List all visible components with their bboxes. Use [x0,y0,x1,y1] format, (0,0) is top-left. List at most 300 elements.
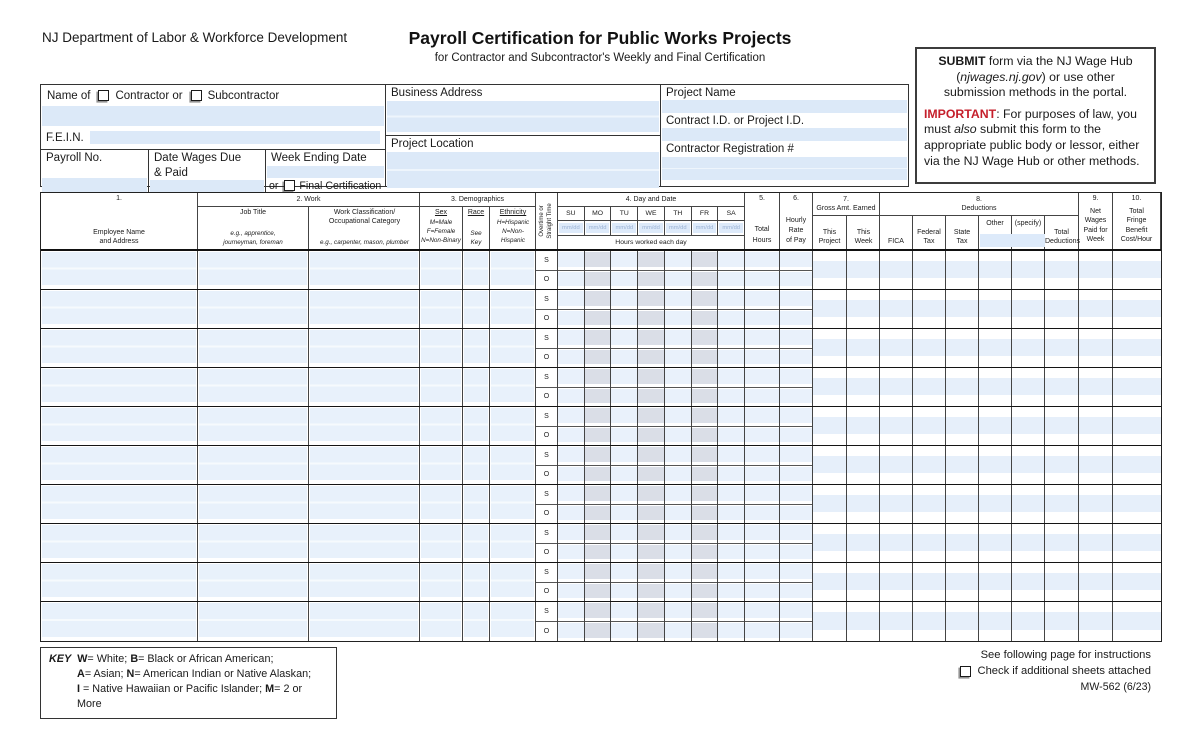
hours-cell[interactable] [558,310,584,329]
federal-tax-cell[interactable] [913,407,946,445]
total-hours-overtime[interactable] [745,505,779,524]
hours-cell[interactable] [665,446,691,466]
hours-cell[interactable] [611,446,637,466]
gross-this-project-cell[interactable] [813,485,847,523]
work-classification-cell[interactable] [309,368,420,406]
specify-cell[interactable] [1012,290,1045,328]
hours-cell[interactable] [585,290,611,310]
fringe-benefit-cell[interactable] [1113,485,1161,523]
hours-cell[interactable] [718,505,744,524]
date-input-th[interactable]: mm/dd [665,221,692,235]
total-deductions-cell[interactable] [1045,368,1079,406]
hours-cell[interactable] [665,544,691,563]
hourly-rate-straight[interactable] [780,251,812,271]
ethnicity-cell[interactable] [490,446,536,484]
employee-name-cell[interactable] [41,485,198,523]
hours-cell[interactable] [718,485,744,505]
hourly-rate-straight[interactable] [780,524,812,544]
ethnicity-cell[interactable] [490,290,536,328]
hours-cell[interactable] [611,563,637,583]
fein-input[interactable] [90,131,380,144]
payroll-no-input[interactable] [42,178,147,192]
fringe-benefit-cell[interactable] [1113,329,1161,367]
date-input-fr[interactable]: mm/dd [692,221,719,235]
fica-cell[interactable] [880,407,913,445]
fica-cell[interactable] [880,290,913,328]
contract-id-input[interactable] [662,128,907,141]
specify-cell[interactable] [1012,368,1045,406]
federal-tax-cell[interactable] [913,368,946,406]
total-hours-straight[interactable] [745,368,779,388]
hourly-rate-overtime[interactable] [780,427,812,446]
gross-this-week-cell[interactable] [847,563,880,601]
hours-cell[interactable] [718,251,744,271]
hours-cell[interactable] [718,329,744,349]
hourly-rate-straight[interactable] [780,368,812,388]
hours-cell[interactable] [665,349,691,368]
sex-cell[interactable] [420,524,463,562]
hours-cell[interactable] [638,524,664,544]
sex-cell[interactable] [420,407,463,445]
total-hours-straight[interactable] [745,251,779,271]
hours-cell[interactable] [665,427,691,446]
gross-this-project-cell[interactable] [813,251,847,289]
job-title-cell[interactable] [198,368,309,406]
race-cell[interactable] [463,329,490,367]
total-deductions-cell[interactable] [1045,563,1079,601]
hours-cell[interactable] [718,388,744,407]
state-tax-cell[interactable] [946,602,979,641]
sex-cell[interactable] [420,368,463,406]
job-title-cell[interactable] [198,251,309,289]
gross-this-week-cell[interactable] [847,290,880,328]
hours-cell[interactable] [665,407,691,427]
hours-cell[interactable] [638,622,664,641]
hours-cell[interactable] [585,368,611,388]
hours-cell[interactable] [638,368,664,388]
hours-cell[interactable] [585,407,611,427]
total-hours-overtime[interactable] [745,544,779,563]
contractor-checkbox[interactable] [98,90,109,101]
hourly-rate-overtime[interactable] [780,310,812,329]
gross-this-week-cell[interactable] [847,407,880,445]
race-cell[interactable] [463,485,490,523]
hours-cell[interactable] [585,602,611,622]
ethnicity-cell[interactable] [490,251,536,289]
hours-cell[interactable] [718,563,744,583]
job-title-cell[interactable] [198,446,309,484]
hours-cell[interactable] [692,349,718,368]
date-input-tu[interactable]: mm/dd [611,221,638,235]
hours-cell[interactable] [611,310,637,329]
fringe-benefit-cell[interactable] [1113,290,1161,328]
state-tax-cell[interactable] [946,251,979,289]
hours-cell[interactable] [638,349,664,368]
hours-cell[interactable] [611,602,637,622]
net-wages-cell[interactable] [1079,329,1113,367]
hours-cell[interactable] [718,622,744,641]
name-input[interactable] [42,106,384,126]
hours-cell[interactable] [638,290,664,310]
net-wages-cell[interactable] [1079,251,1113,289]
employee-name-cell[interactable] [41,602,198,641]
hours-cell[interactable] [585,505,611,524]
hourly-rate-straight[interactable] [780,407,812,427]
specify-cell[interactable] [1012,329,1045,367]
federal-tax-cell[interactable] [913,251,946,289]
hours-cell[interactable] [638,466,664,485]
hours-cell[interactable] [611,524,637,544]
total-hours-overtime[interactable] [745,349,779,368]
hours-cell[interactable] [665,563,691,583]
total-hours-straight[interactable] [745,290,779,310]
fica-cell[interactable] [880,329,913,367]
gross-this-week-cell[interactable] [847,524,880,562]
hourly-rate-straight[interactable] [780,563,812,583]
hours-cell[interactable] [611,622,637,641]
net-wages-cell[interactable] [1079,290,1113,328]
gross-this-week-cell[interactable] [847,251,880,289]
hours-cell[interactable] [665,466,691,485]
sex-cell[interactable] [420,602,463,641]
hourly-rate-overtime[interactable] [780,271,812,290]
employee-name-cell[interactable] [41,563,198,601]
fringe-benefit-cell[interactable] [1113,524,1161,562]
hours-cell[interactable] [558,407,584,427]
sex-cell[interactable] [420,485,463,523]
hours-cell[interactable] [665,602,691,622]
hours-cell[interactable] [665,622,691,641]
hours-cell[interactable] [558,622,584,641]
hours-cell[interactable] [611,466,637,485]
hours-cell[interactable] [638,602,664,622]
race-cell[interactable] [463,602,490,641]
hours-cell[interactable] [665,505,691,524]
other-cell[interactable] [979,524,1012,562]
hours-cell[interactable] [718,271,744,290]
state-tax-cell[interactable] [946,563,979,601]
gross-this-week-cell[interactable] [847,446,880,484]
fringe-benefit-cell[interactable] [1113,446,1161,484]
gross-this-project-cell[interactable] [813,563,847,601]
gross-this-project-cell[interactable] [813,407,847,445]
date-input-we[interactable]: mm/dd [638,221,665,235]
hours-cell[interactable] [585,544,611,563]
hours-cell[interactable] [558,368,584,388]
total-deductions-cell[interactable] [1045,524,1079,562]
hours-cell[interactable] [718,466,744,485]
additional-sheets-checkbox[interactable] [960,666,971,677]
week-ending-input[interactable] [267,166,384,178]
hourly-rate-straight[interactable] [780,485,812,505]
employee-name-cell[interactable] [41,290,198,328]
hours-cell[interactable] [692,446,718,466]
hours-cell[interactable] [638,251,664,271]
hours-cell[interactable] [558,329,584,349]
work-classification-cell[interactable] [309,446,420,484]
fica-cell[interactable] [880,563,913,601]
total-hours-overtime[interactable] [745,583,779,602]
hours-cell[interactable] [611,290,637,310]
net-wages-cell[interactable] [1079,485,1113,523]
specify-cell[interactable] [1012,407,1045,445]
hourly-rate-overtime[interactable] [780,622,812,641]
hourly-rate-overtime[interactable] [780,349,812,368]
work-classification-cell[interactable] [309,485,420,523]
other-cell[interactable] [979,290,1012,328]
total-deductions-cell[interactable] [1045,407,1079,445]
total-hours-overtime[interactable] [745,427,779,446]
gross-this-project-cell[interactable] [813,524,847,562]
hours-cell[interactable] [558,602,584,622]
federal-tax-cell[interactable] [913,446,946,484]
fringe-benefit-cell[interactable] [1113,407,1161,445]
fringe-benefit-cell[interactable] [1113,602,1161,641]
contractor-registration-input[interactable] [662,157,907,180]
specify-cell[interactable] [1012,251,1045,289]
hours-cell[interactable] [718,310,744,329]
hours-cell[interactable] [665,251,691,271]
race-cell[interactable] [463,251,490,289]
ethnicity-cell[interactable] [490,563,536,601]
work-classification-cell[interactable] [309,563,420,601]
hourly-rate-overtime[interactable] [780,544,812,563]
total-deductions-cell[interactable] [1045,251,1079,289]
other-specify-input[interactable] [980,234,1045,247]
other-cell[interactable] [979,563,1012,601]
federal-tax-cell[interactable] [913,602,946,641]
ethnicity-cell[interactable] [490,407,536,445]
gross-this-project-cell[interactable] [813,329,847,367]
total-deductions-cell[interactable] [1045,329,1079,367]
hours-cell[interactable] [585,622,611,641]
hours-cell[interactable] [585,563,611,583]
hours-cell[interactable] [585,446,611,466]
sex-cell[interactable] [420,251,463,289]
state-tax-cell[interactable] [946,485,979,523]
hours-cell[interactable] [718,427,744,446]
hourly-rate-overtime[interactable] [780,583,812,602]
federal-tax-cell[interactable] [913,329,946,367]
hours-cell[interactable] [611,407,637,427]
hours-cell[interactable] [585,310,611,329]
hours-cell[interactable] [692,427,718,446]
other-cell[interactable] [979,407,1012,445]
total-hours-straight[interactable] [745,524,779,544]
hourly-rate-overtime[interactable] [780,466,812,485]
specify-cell[interactable] [1012,602,1045,641]
total-hours-straight[interactable] [745,485,779,505]
employee-name-cell[interactable] [41,329,198,367]
state-tax-cell[interactable] [946,368,979,406]
work-classification-cell[interactable] [309,329,420,367]
subcontractor-checkbox[interactable] [191,90,202,101]
total-deductions-cell[interactable] [1045,290,1079,328]
hours-cell[interactable] [638,329,664,349]
hours-cell[interactable] [692,310,718,329]
total-deductions-cell[interactable] [1045,602,1079,641]
race-cell[interactable] [463,446,490,484]
total-deductions-cell[interactable] [1045,485,1079,523]
specify-cell[interactable] [1012,563,1045,601]
total-hours-overtime[interactable] [745,622,779,641]
hours-cell[interactable] [692,407,718,427]
specify-cell[interactable] [1012,485,1045,523]
hours-cell[interactable] [718,349,744,368]
hours-cell[interactable] [611,544,637,563]
ethnicity-cell[interactable] [490,368,536,406]
total-deductions-cell[interactable] [1045,446,1079,484]
job-title-cell[interactable] [198,290,309,328]
hours-cell[interactable] [611,368,637,388]
race-cell[interactable] [463,290,490,328]
hours-cell[interactable] [692,524,718,544]
hours-cell[interactable] [585,466,611,485]
federal-tax-cell[interactable] [913,485,946,523]
work-classification-cell[interactable] [309,602,420,641]
total-hours-straight[interactable] [745,446,779,466]
work-classification-cell[interactable] [309,290,420,328]
work-classification-cell[interactable] [309,524,420,562]
gross-this-project-cell[interactable] [813,368,847,406]
hours-cell[interactable] [692,602,718,622]
gross-this-week-cell[interactable] [847,368,880,406]
hours-cell[interactable] [665,290,691,310]
employee-name-cell[interactable] [41,368,198,406]
job-title-cell[interactable] [198,485,309,523]
hours-cell[interactable] [638,271,664,290]
hours-cell[interactable] [692,251,718,271]
hours-cell[interactable] [558,583,584,602]
race-cell[interactable] [463,368,490,406]
hours-cell[interactable] [611,271,637,290]
hours-cell[interactable] [585,329,611,349]
net-wages-cell[interactable] [1079,446,1113,484]
other-cell[interactable] [979,446,1012,484]
hours-cell[interactable] [692,466,718,485]
specify-cell[interactable] [1012,446,1045,484]
hours-cell[interactable] [692,505,718,524]
other-cell[interactable] [979,368,1012,406]
sex-cell[interactable] [420,329,463,367]
federal-tax-cell[interactable] [913,524,946,562]
final-certification-checkbox[interactable] [284,180,295,191]
hours-cell[interactable] [558,505,584,524]
hours-cell[interactable] [718,290,744,310]
hours-cell[interactable] [585,427,611,446]
hours-cell[interactable] [692,485,718,505]
net-wages-cell[interactable] [1079,563,1113,601]
gross-this-week-cell[interactable] [847,485,880,523]
ethnicity-cell[interactable] [490,524,536,562]
project-location-input[interactable] [387,152,659,188]
hours-cell[interactable] [611,485,637,505]
hourly-rate-overtime[interactable] [780,388,812,407]
hours-cell[interactable] [611,251,637,271]
hours-cell[interactable] [692,563,718,583]
hours-cell[interactable] [718,368,744,388]
hours-cell[interactable] [638,563,664,583]
state-tax-cell[interactable] [946,290,979,328]
date-wages-input[interactable] [150,180,264,192]
hours-cell[interactable] [638,544,664,563]
hours-cell[interactable] [585,349,611,368]
fica-cell[interactable] [880,524,913,562]
business-address-input[interactable] [387,101,659,132]
hours-cell[interactable] [692,290,718,310]
hours-cell[interactable] [558,446,584,466]
net-wages-cell[interactable] [1079,368,1113,406]
hours-cell[interactable] [638,427,664,446]
fringe-benefit-cell[interactable] [1113,251,1161,289]
hours-cell[interactable] [665,524,691,544]
sex-cell[interactable] [420,290,463,328]
job-title-cell[interactable] [198,407,309,445]
fica-cell[interactable] [880,485,913,523]
total-hours-overtime[interactable] [745,310,779,329]
hours-cell[interactable] [718,602,744,622]
work-classification-cell[interactable] [309,251,420,289]
sex-cell[interactable] [420,563,463,601]
hours-cell[interactable] [638,505,664,524]
gross-this-week-cell[interactable] [847,329,880,367]
date-input-mo[interactable]: mm/dd [585,221,612,235]
hours-cell[interactable] [692,583,718,602]
hours-cell[interactable] [558,251,584,271]
total-hours-straight[interactable] [745,407,779,427]
race-cell[interactable] [463,524,490,562]
hours-cell[interactable] [718,446,744,466]
hours-cell[interactable] [558,485,584,505]
state-tax-cell[interactable] [946,407,979,445]
hours-cell[interactable] [638,485,664,505]
hours-cell[interactable] [558,466,584,485]
sex-cell[interactable] [420,446,463,484]
fica-cell[interactable] [880,368,913,406]
hours-cell[interactable] [638,310,664,329]
hours-cell[interactable] [611,505,637,524]
employee-name-cell[interactable] [41,524,198,562]
fringe-benefit-cell[interactable] [1113,563,1161,601]
hours-cell[interactable] [585,485,611,505]
state-tax-cell[interactable] [946,524,979,562]
hours-cell[interactable] [718,524,744,544]
gross-this-project-cell[interactable] [813,290,847,328]
job-title-cell[interactable] [198,329,309,367]
specify-cell[interactable] [1012,524,1045,562]
project-name-input[interactable] [662,100,907,113]
hours-cell[interactable] [558,349,584,368]
date-input-su[interactable]: mm/dd [558,221,585,235]
gross-this-project-cell[interactable] [813,602,847,641]
hours-cell[interactable] [638,446,664,466]
race-cell[interactable] [463,407,490,445]
hours-cell[interactable] [665,368,691,388]
total-hours-straight[interactable] [745,563,779,583]
other-cell[interactable] [979,485,1012,523]
hours-cell[interactable] [665,388,691,407]
net-wages-cell[interactable] [1079,602,1113,641]
hours-cell[interactable] [665,329,691,349]
net-wages-cell[interactable] [1079,524,1113,562]
hours-cell[interactable] [638,407,664,427]
hours-cell[interactable] [558,427,584,446]
federal-tax-cell[interactable] [913,563,946,601]
total-hours-straight[interactable] [745,602,779,622]
hourly-rate-straight[interactable] [780,329,812,349]
hours-cell[interactable] [611,349,637,368]
work-classification-cell[interactable] [309,407,420,445]
